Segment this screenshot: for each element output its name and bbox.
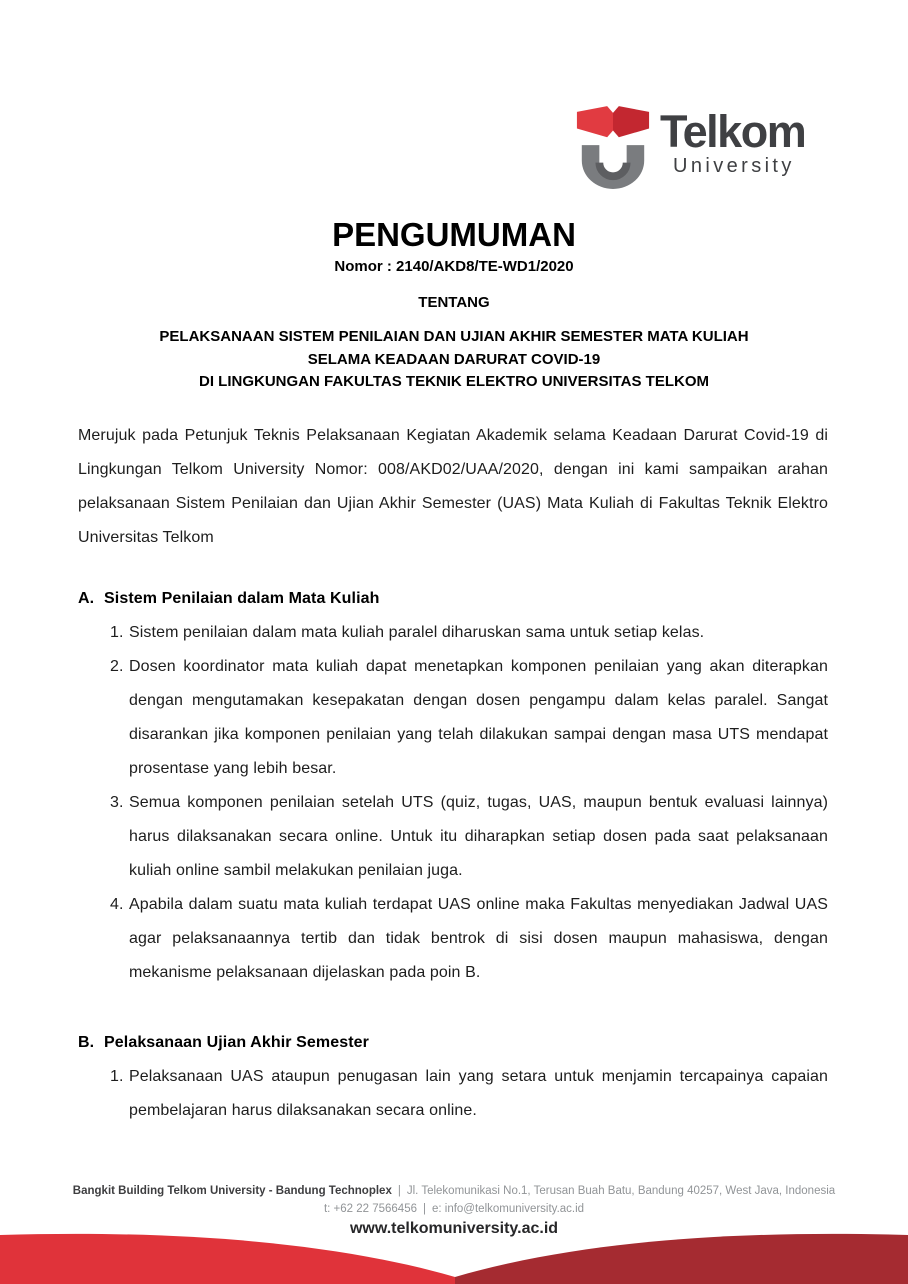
item-number: 1. — [110, 624, 124, 641]
logo-book-right-shape — [613, 106, 649, 137]
item-number: 1. — [110, 1068, 124, 1085]
section-b-heading — [78, 1026, 828, 1060]
list-item — [78, 650, 828, 786]
page-title: PENGUMUMAN — [332, 216, 576, 253]
section-title: Pelaksanaan Ujian Akhir Semester — [104, 1034, 369, 1051]
document-header — [0, 216, 908, 394]
section-b-list — [78, 1060, 828, 1128]
list-item — [78, 888, 828, 990]
subject-line-2: SELAMA KEADAAN DARURAT COVID-19 — [307, 350, 601, 368]
section-b — [78, 1026, 828, 1128]
document-number: Nomor : 2140/AKD8/TE-WD1/2020 — [334, 258, 574, 275]
item-number: 4. — [110, 896, 124, 913]
item-number: 2. — [110, 658, 124, 675]
section-a-list — [78, 616, 828, 990]
footer-contact — [0, 1182, 908, 1218]
section-title: Sistem Penilaian dalam Mata Kuliah — [104, 590, 380, 607]
footer-email: e: info@telkomuniversity.ac.id — [431, 1203, 585, 1215]
item-text: Dosen koordinator mata kuliah dapat menetapkan komponen penilaian yang akan diterapkan dengan mengutamakan kesepakatan dengan dosen pengampu dalam kelas paralel. Sangat disarankan jika komponen penilaian yang telah dilakukan sampai dengan masa UTS mendapat prosentase yang lebih besar. — [129, 658, 828, 777]
telkom-university-logo — [574, 104, 805, 192]
list-item — [78, 786, 828, 888]
list-item — [78, 1060, 828, 1128]
section-label: A. — [78, 590, 95, 607]
logo-u-shape — [582, 145, 644, 189]
intro-paragraph: Merujuk pada Petunjuk Teknis Pelaksanaan Kegiatan Akademik selama Keadaan Darurat Covid-19 di Lingkungan Telkom University Nomor: 008/AKD02/UAA/2020, dengan ini kami sampaikan arahan pelaksanaan Sistem Penilaian dan Ujian Akhir Semester (UAS) Mata Kuliah di Fakultas Teknik Elektro Universitas Telkom — [78, 427, 828, 546]
subject-line-1: PELAKSANAAN SISTEM PENILAIAN DAN UJIAN AKHIR SEMESTER MATA KULIAH — [159, 328, 749, 345]
footer-book-graphic — [0, 1232, 908, 1284]
logo-u-inner-shade — [599, 163, 626, 177]
footer-band-right-shape — [455, 1234, 908, 1284]
list-item — [78, 616, 828, 650]
footer-separator: | — [397, 1185, 401, 1197]
item-text: Pelaksanaan UAS ataupun penugasan lain yang setara untuk menjamin tercapainya capaian pembelajaran harus dilaksanakan secara online. — [129, 1068, 828, 1119]
about-label: TENTANG — [418, 294, 490, 311]
section-a — [78, 582, 828, 990]
item-text: Sistem penilaian dalam mata kuliah paralel diharuskan sama untuk setiap kelas. — [129, 624, 705, 641]
item-text: Apabila dalam suatu mata kuliah terdapat UAS online maka Fakultas menyediakan Jadwal UAS agar pelaksanaannya tertib dan tidak bentrok di sisi dosen maupun mahasiswa, dengan mekanisme pelaksanaan dijelaskan pada poin B. — [129, 896, 828, 981]
footer-website: www.telkomuniversity.ac.id — [349, 1220, 559, 1237]
logo-book-left-shape — [577, 106, 613, 137]
footer-band-left-shape — [0, 1234, 455, 1284]
telkom-logo-icon — [574, 104, 652, 192]
section-a-heading — [78, 582, 828, 616]
footer-building: Bangkit Building Telkom University - Bandung Technoplex — [72, 1185, 392, 1197]
subject-line-3: DI LINGKUNGAN FAKULTAS TEKNIK ELEKTRO UNIVERSITAS TELKOM — [199, 373, 709, 390]
logo-wordmark: Telkom — [660, 106, 806, 157]
footer-address: Jl. Telekomunikasi No.1, Terusan Buah Batu, Bandung 40257, West Java, Indonesia — [406, 1185, 836, 1197]
footer-address-line — [0, 1182, 908, 1200]
footer-separator: | — [422, 1203, 426, 1215]
subject-title — [0, 326, 908, 394]
logo-text — [660, 104, 805, 178]
item-number: 3. — [110, 794, 124, 811]
section-label: B. — [78, 1034, 95, 1051]
item-text: Semua komponen penilaian setelah UTS (quiz, tugas, UAS, maupun bentuk evaluasi lainnya) harus dilaksanakan secara online. Untuk itu diharapkan setiap dosen pada saat pelaksanaan kuliah online sambil melakukan penilaian juga. — [129, 794, 828, 879]
logo-submark: University — [673, 155, 795, 177]
footer-contact-line — [0, 1200, 908, 1218]
footer-phone: t: +62 22 7566456 — [323, 1203, 417, 1215]
